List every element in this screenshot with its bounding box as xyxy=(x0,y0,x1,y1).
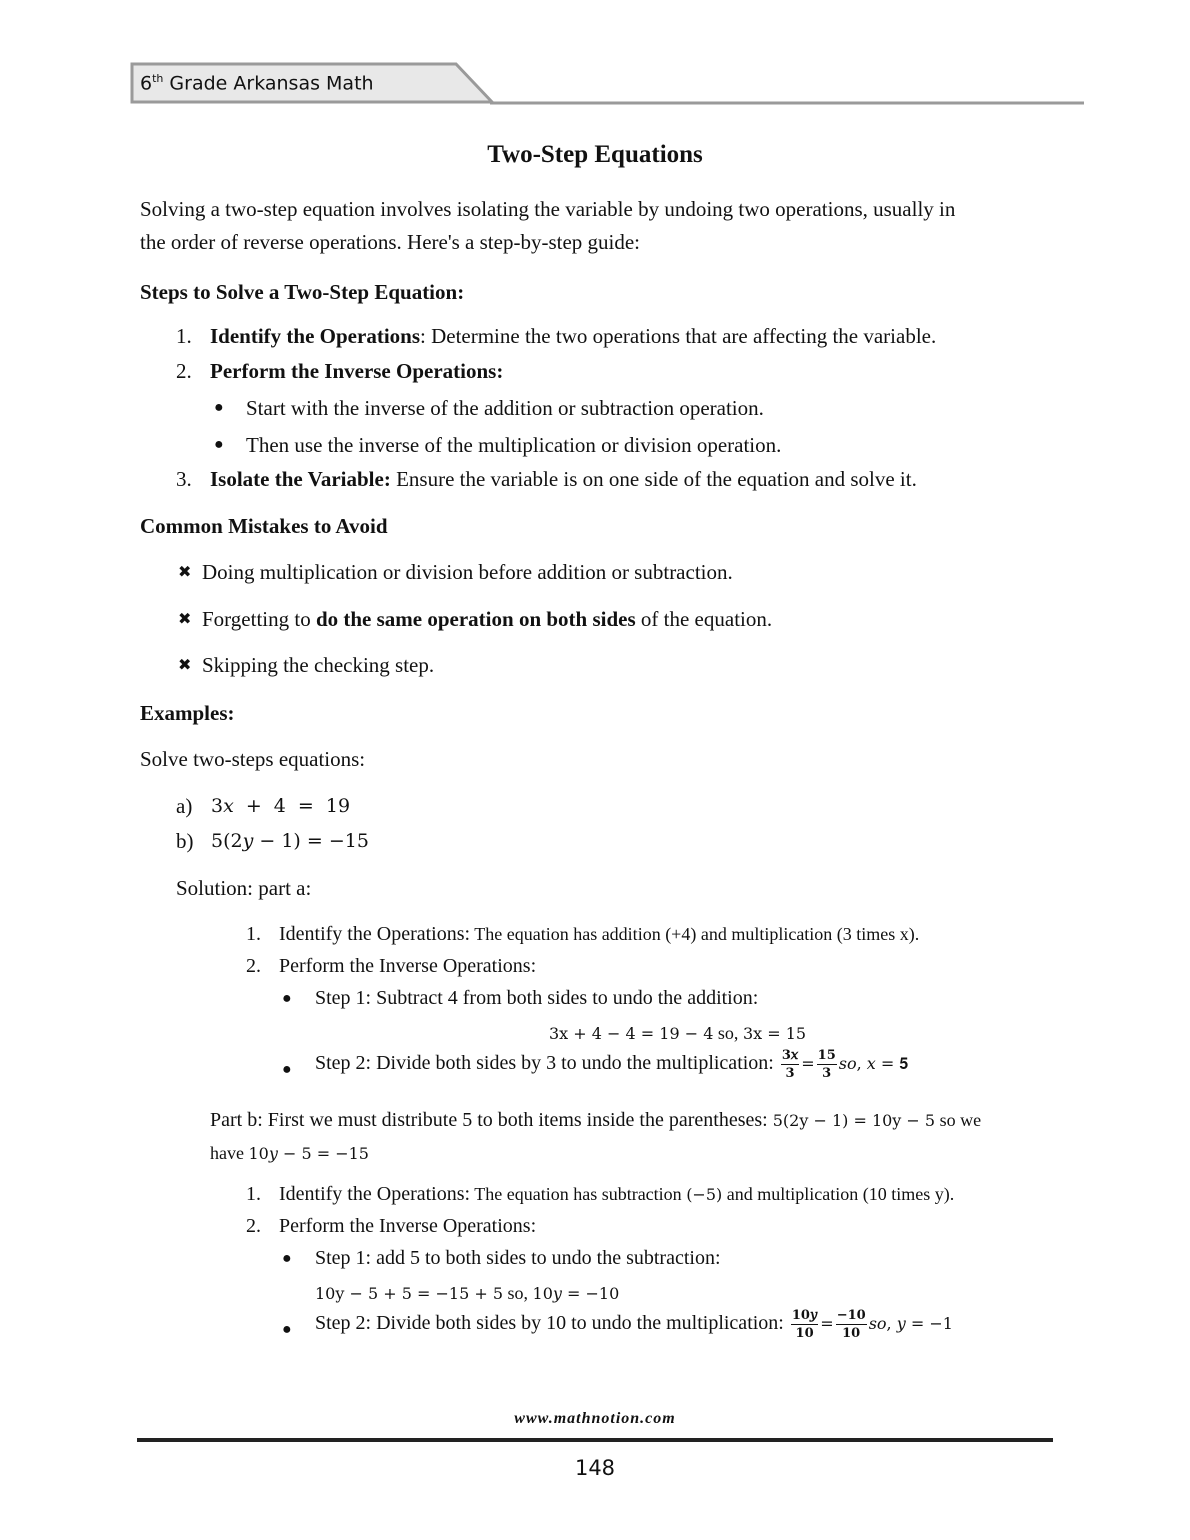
part-a-bullet-1-equation: 3x + 4 − 4 = 19 − 4 so, 3x = 15 xyxy=(549,1023,807,1043)
part-b-bullet-2: Step 2: Divide both sides by 10 to undo the multiplication: $\frac{\text{10𝑦}}{10}$ = $\frac{-10}{10}$ 𝑠𝑜, 𝑦 = −1 xyxy=(315,1308,953,1341)
bullet-icon: ● xyxy=(282,1321,292,1338)
part-b-intro-line-1: Part b: First we must distribute 5 to both items inside the parentheses: 5(2y − 1) = 10y − 5 so we xyxy=(210,1109,982,1131)
cross-icon: ✖ xyxy=(178,564,192,581)
page-number: 148 xyxy=(574,1456,616,1480)
example-b-label: b) xyxy=(176,829,194,853)
fraction: $\frac{15}{3}$ xyxy=(817,1048,836,1081)
part-a-step-1: Identify the Operations: The equation has addition (+4) and multiplication (3 times x). xyxy=(279,923,920,945)
part-a-title: Solution: part a: xyxy=(176,876,312,900)
page-title: Two-Step Equations xyxy=(487,141,703,168)
example-a-label: a) xyxy=(176,794,193,818)
mistake-3: Skipping the checking step. xyxy=(202,653,435,677)
part-b-bullet-1-equation: 10y − 5 + 5 = −15 + 5 so, 10𝑦 = −10 xyxy=(315,1283,620,1303)
examples-intro: Solve two-steps equations: xyxy=(140,747,366,771)
part-b-intro-line-2: have 10𝑦 − 5 = −15 xyxy=(210,1143,369,1163)
cross-icon: ✖ xyxy=(178,657,192,674)
part-b-step-2: Perform the Inverse Operations: xyxy=(279,1215,537,1237)
example-a-equation: 3𝑥 + 4 = 19 xyxy=(211,795,351,817)
step-2-bullet-2: Then use the inverse of the multiplication or division operation. xyxy=(246,433,782,457)
part-b-step-1-number: 1. xyxy=(246,1183,261,1205)
step-3-number: 3. xyxy=(176,467,192,491)
fraction: $\frac{-10}{10}$ xyxy=(836,1308,866,1341)
mistake-2: Forgetting to do the same operation on both sides of the equation. xyxy=(202,607,773,631)
bullet-icon: ● xyxy=(214,436,224,453)
footer-website: www.mathnotion.com xyxy=(514,1410,676,1427)
part-a-step-1-number: 1. xyxy=(246,923,261,945)
footer-rule xyxy=(137,1438,1053,1442)
part-b-bullet-1: Step 1: add 5 to both sides to undo the subtraction: xyxy=(315,1247,721,1269)
steps-heading: Steps to Solve a Two-Step Equation: xyxy=(140,280,465,304)
step-1-number: 1. xyxy=(176,324,192,348)
examples-heading: Examples: xyxy=(140,701,235,725)
mistake-1: Doing multiplication or division before addition or subtraction. xyxy=(202,560,733,584)
intro-line-1: Solving a two-step equation involves isolating the variable by undoing two operations, usually in xyxy=(140,197,956,221)
step-2: Perform the Inverse Operations: xyxy=(210,359,504,383)
step-3: Isolate the Variable: Ensure the variable is on one side of the equation and solve it. xyxy=(210,467,917,491)
intro-line-2: the order of reverse operations. Here's a step-by-step guide: xyxy=(140,230,641,254)
example-b-equation: 5(2𝑦 − 1) = −15 xyxy=(211,830,369,852)
part-b-step-2-number: 2. xyxy=(246,1215,261,1237)
part-a-bullet-2: Step 2: Divide both sides by 3 to undo the multiplication: $\frac{\text{3𝑥}}{3}$ = $\frac{15}{3}$ 𝑠𝑜, 𝑥 = 𝟓 xyxy=(315,1048,909,1081)
bullet-icon: ● xyxy=(282,1061,292,1078)
cross-icon: ✖ xyxy=(178,611,192,628)
bullet-icon: ● xyxy=(214,399,224,416)
bullet-icon: ● xyxy=(282,1250,292,1267)
step-2-number: 2. xyxy=(176,359,192,383)
part-a-bullet-1: Step 1: Subtract 4 from both sides to undo the addition: xyxy=(315,987,759,1009)
fraction: $\frac{\text{3𝑥}}{3}$ xyxy=(781,1048,799,1081)
step-2-bullet-1: Start with the inverse of the addition or subtraction operation. xyxy=(246,396,764,420)
part-b-step-1: Identify the Operations: The equation has subtraction (−5) and multiplication (10 times y). xyxy=(279,1183,955,1205)
step-1: Identify the Operations: Determine the two operations that are affecting the variable. xyxy=(210,324,937,348)
bullet-icon: ● xyxy=(282,990,292,1007)
part-a-step-2-number: 2. xyxy=(246,955,261,977)
mistakes-heading: Common Mistakes to Avoid xyxy=(140,514,388,538)
part-a-step-2: Perform the Inverse Operations: xyxy=(279,955,537,977)
fraction: $\frac{\text{10𝑦}}{10}$ xyxy=(791,1308,818,1341)
header-title: 6th Grade Arkansas Math xyxy=(140,72,374,95)
